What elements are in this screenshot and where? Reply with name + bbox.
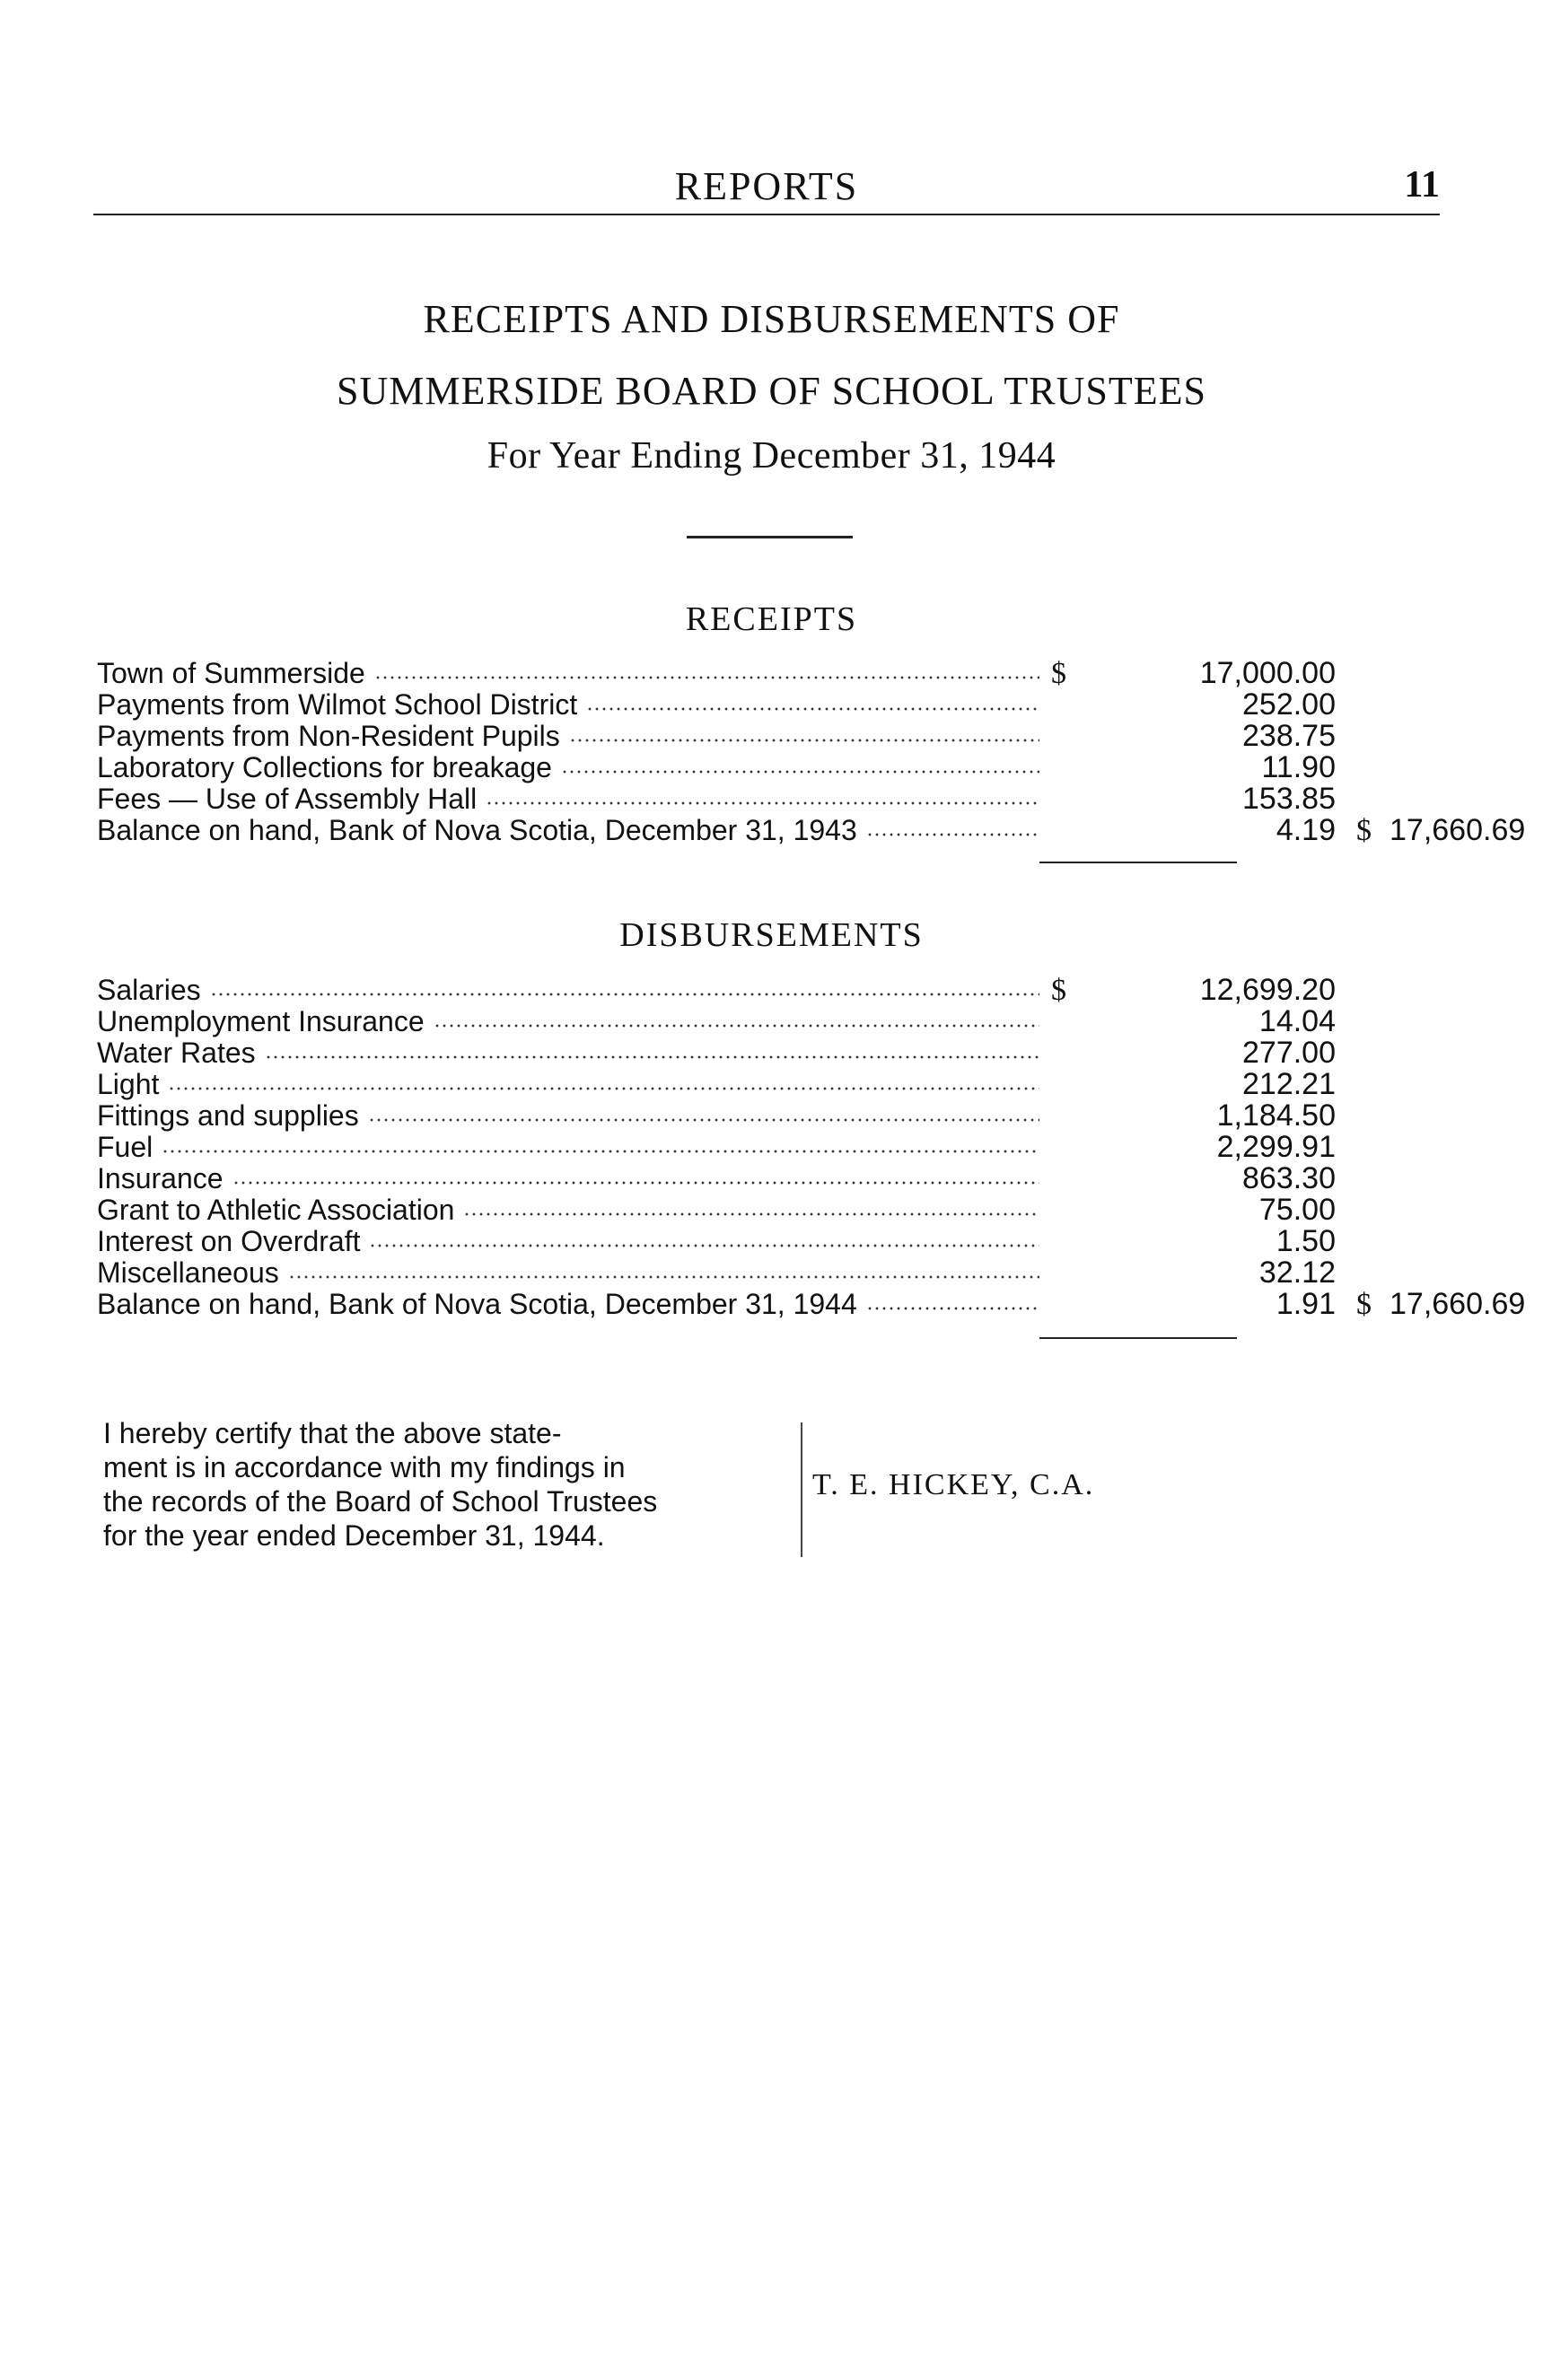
leader-dots: [561, 768, 1039, 775]
ledger-row: [97, 658, 1443, 689]
row-label: Balance on hand, Bank of Nova Scotia, December 31, 1943: [97, 814, 857, 846]
leader-dots: [866, 831, 1039, 838]
auditor-signature: T. E. HICKEY, C.A.: [812, 1468, 1095, 1501]
ledger-row: [97, 783, 1443, 815]
row-amount: 153.85: [1242, 782, 1336, 816]
ledger-row: [97, 1069, 1443, 1100]
certification-line: I hereby certify that the above state-: [103, 1417, 562, 1449]
row-label: Water Rates: [97, 1037, 256, 1069]
row-amount: 11.90: [1261, 750, 1336, 784]
leader-dots: [463, 1211, 1039, 1218]
row-amount: 238.75: [1242, 719, 1336, 753]
receipts-total-rule: [1039, 862, 1237, 863]
ledger-row: [97, 1037, 1443, 1069]
row-amount: 1.50: [1276, 1224, 1336, 1258]
ledger-row: [97, 1194, 1443, 1226]
ledger-row: [97, 1006, 1443, 1037]
row-amount: 17,000.00: [1199, 656, 1336, 690]
leader-dots: [434, 1022, 1039, 1029]
disbursements-ledger: [97, 973, 1526, 1321]
row-label: Insurance: [97, 1162, 224, 1194]
row-label: Miscellaneous: [97, 1256, 279, 1289]
leader-dots: [368, 1116, 1039, 1124]
ledger-row: [97, 689, 1443, 721]
row-label: Payments from Wilmot School District: [97, 688, 578, 721]
leader-dots: [369, 1242, 1039, 1249]
ledger-row: [97, 752, 1443, 783]
leader-dots: [210, 991, 1039, 998]
ledger-row: [97, 1257, 1443, 1289]
row-label: Payments from Non-Resident Pupils: [97, 720, 560, 752]
row-label: Town of Summerside: [97, 657, 365, 689]
receipts-heading: RECEIPTS: [685, 600, 858, 638]
disbursements-total-rule: [1039, 1337, 1237, 1339]
total-currency-sign: $: [1356, 1288, 1372, 1321]
ledger-row: [97, 1163, 1443, 1194]
row-label: Fees — Use of Assembly Hall: [97, 783, 478, 815]
row-amount: 75.00: [1258, 1193, 1336, 1227]
row-label: Fittings and supplies: [97, 1099, 359, 1132]
leader-dots: [866, 1305, 1039, 1312]
row-label: Laboratory Collections for breakage: [97, 751, 552, 783]
row-label: Light: [97, 1068, 160, 1100]
row-amount: 863.30: [1242, 1161, 1336, 1195]
leader-dots: [162, 1148, 1039, 1155]
row-amount: 2,299.91: [1216, 1130, 1336, 1164]
receipts-total: 17,660.69: [1390, 813, 1526, 847]
row-label: Balance on hand, Bank of Nova Scotia, December 31, 1944: [97, 1288, 857, 1320]
disbursements-total: 17,660.69: [1390, 1287, 1526, 1321]
certification-line: ment is in accordance with my findings in: [103, 1451, 626, 1483]
row-label: Fuel: [97, 1131, 153, 1163]
leader-dots: [586, 705, 1039, 713]
row-amount: 4.19: [1276, 813, 1336, 847]
ledger-row: [97, 1226, 1443, 1257]
row-amount: 212.21: [1242, 1067, 1336, 1101]
certification-line: for the year ended December 31, 1944.: [103, 1519, 605, 1552]
row-amount: 252.00: [1242, 687, 1336, 722]
row-label: Salaries: [97, 974, 201, 1006]
row-amount: 14.04: [1258, 1004, 1336, 1038]
row-amount: 32.12: [1258, 1256, 1336, 1290]
leader-dots: [232, 1179, 1039, 1186]
row-label: Grant to Athletic Association: [97, 1194, 455, 1226]
ledger-row: [97, 813, 1526, 847]
certification-line: the records of the Board of School Trustees: [103, 1485, 658, 1518]
report-title-line-2: SUMMERSIDE BOARD OF SCHOOL TRUSTEES: [337, 369, 1206, 413]
page-number: 11: [1404, 164, 1440, 206]
row-amount: 1.91: [1276, 1287, 1336, 1321]
certification-brace: [790, 1422, 802, 1557]
auditor-certification: [103, 1416, 785, 1553]
leader-dots: [486, 800, 1039, 807]
receipts-ledger: [97, 656, 1526, 847]
row-label: Unemployment Insurance: [97, 1005, 425, 1037]
row-amount: 277.00: [1242, 1036, 1336, 1070]
ledger-row: [97, 1287, 1526, 1321]
row-amount: 1,184.50: [1216, 1098, 1336, 1133]
leader-dots: [265, 1054, 1039, 1061]
row-label: Interest on Overdraft: [97, 1225, 361, 1257]
leader-dots: [569, 737, 1039, 744]
running-title: REPORTS: [674, 164, 859, 208]
currency-sign: $: [1051, 974, 1066, 1007]
report-title-line-1: RECEIPTS AND DISBURSEMENTS OF: [423, 297, 1120, 341]
title-divider: [687, 536, 853, 538]
total-currency-sign: $: [1356, 814, 1372, 847]
ledger-row: [97, 721, 1443, 752]
leader-dots: [374, 674, 1039, 681]
leader-dots: [288, 1273, 1039, 1281]
row-amount: 12,699.20: [1199, 973, 1336, 1007]
currency-sign: $: [1051, 657, 1066, 690]
leader-dots: [168, 1085, 1039, 1092]
ledger-row: [97, 975, 1443, 1006]
report-subtitle: For Year Ending December 31, 1944: [487, 435, 1056, 477]
running-header: [93, 160, 1440, 215]
ledger-row: [97, 1100, 1443, 1132]
disbursements-heading: DISBURSEMENTS: [619, 916, 924, 954]
ledger-row: [97, 1132, 1443, 1163]
